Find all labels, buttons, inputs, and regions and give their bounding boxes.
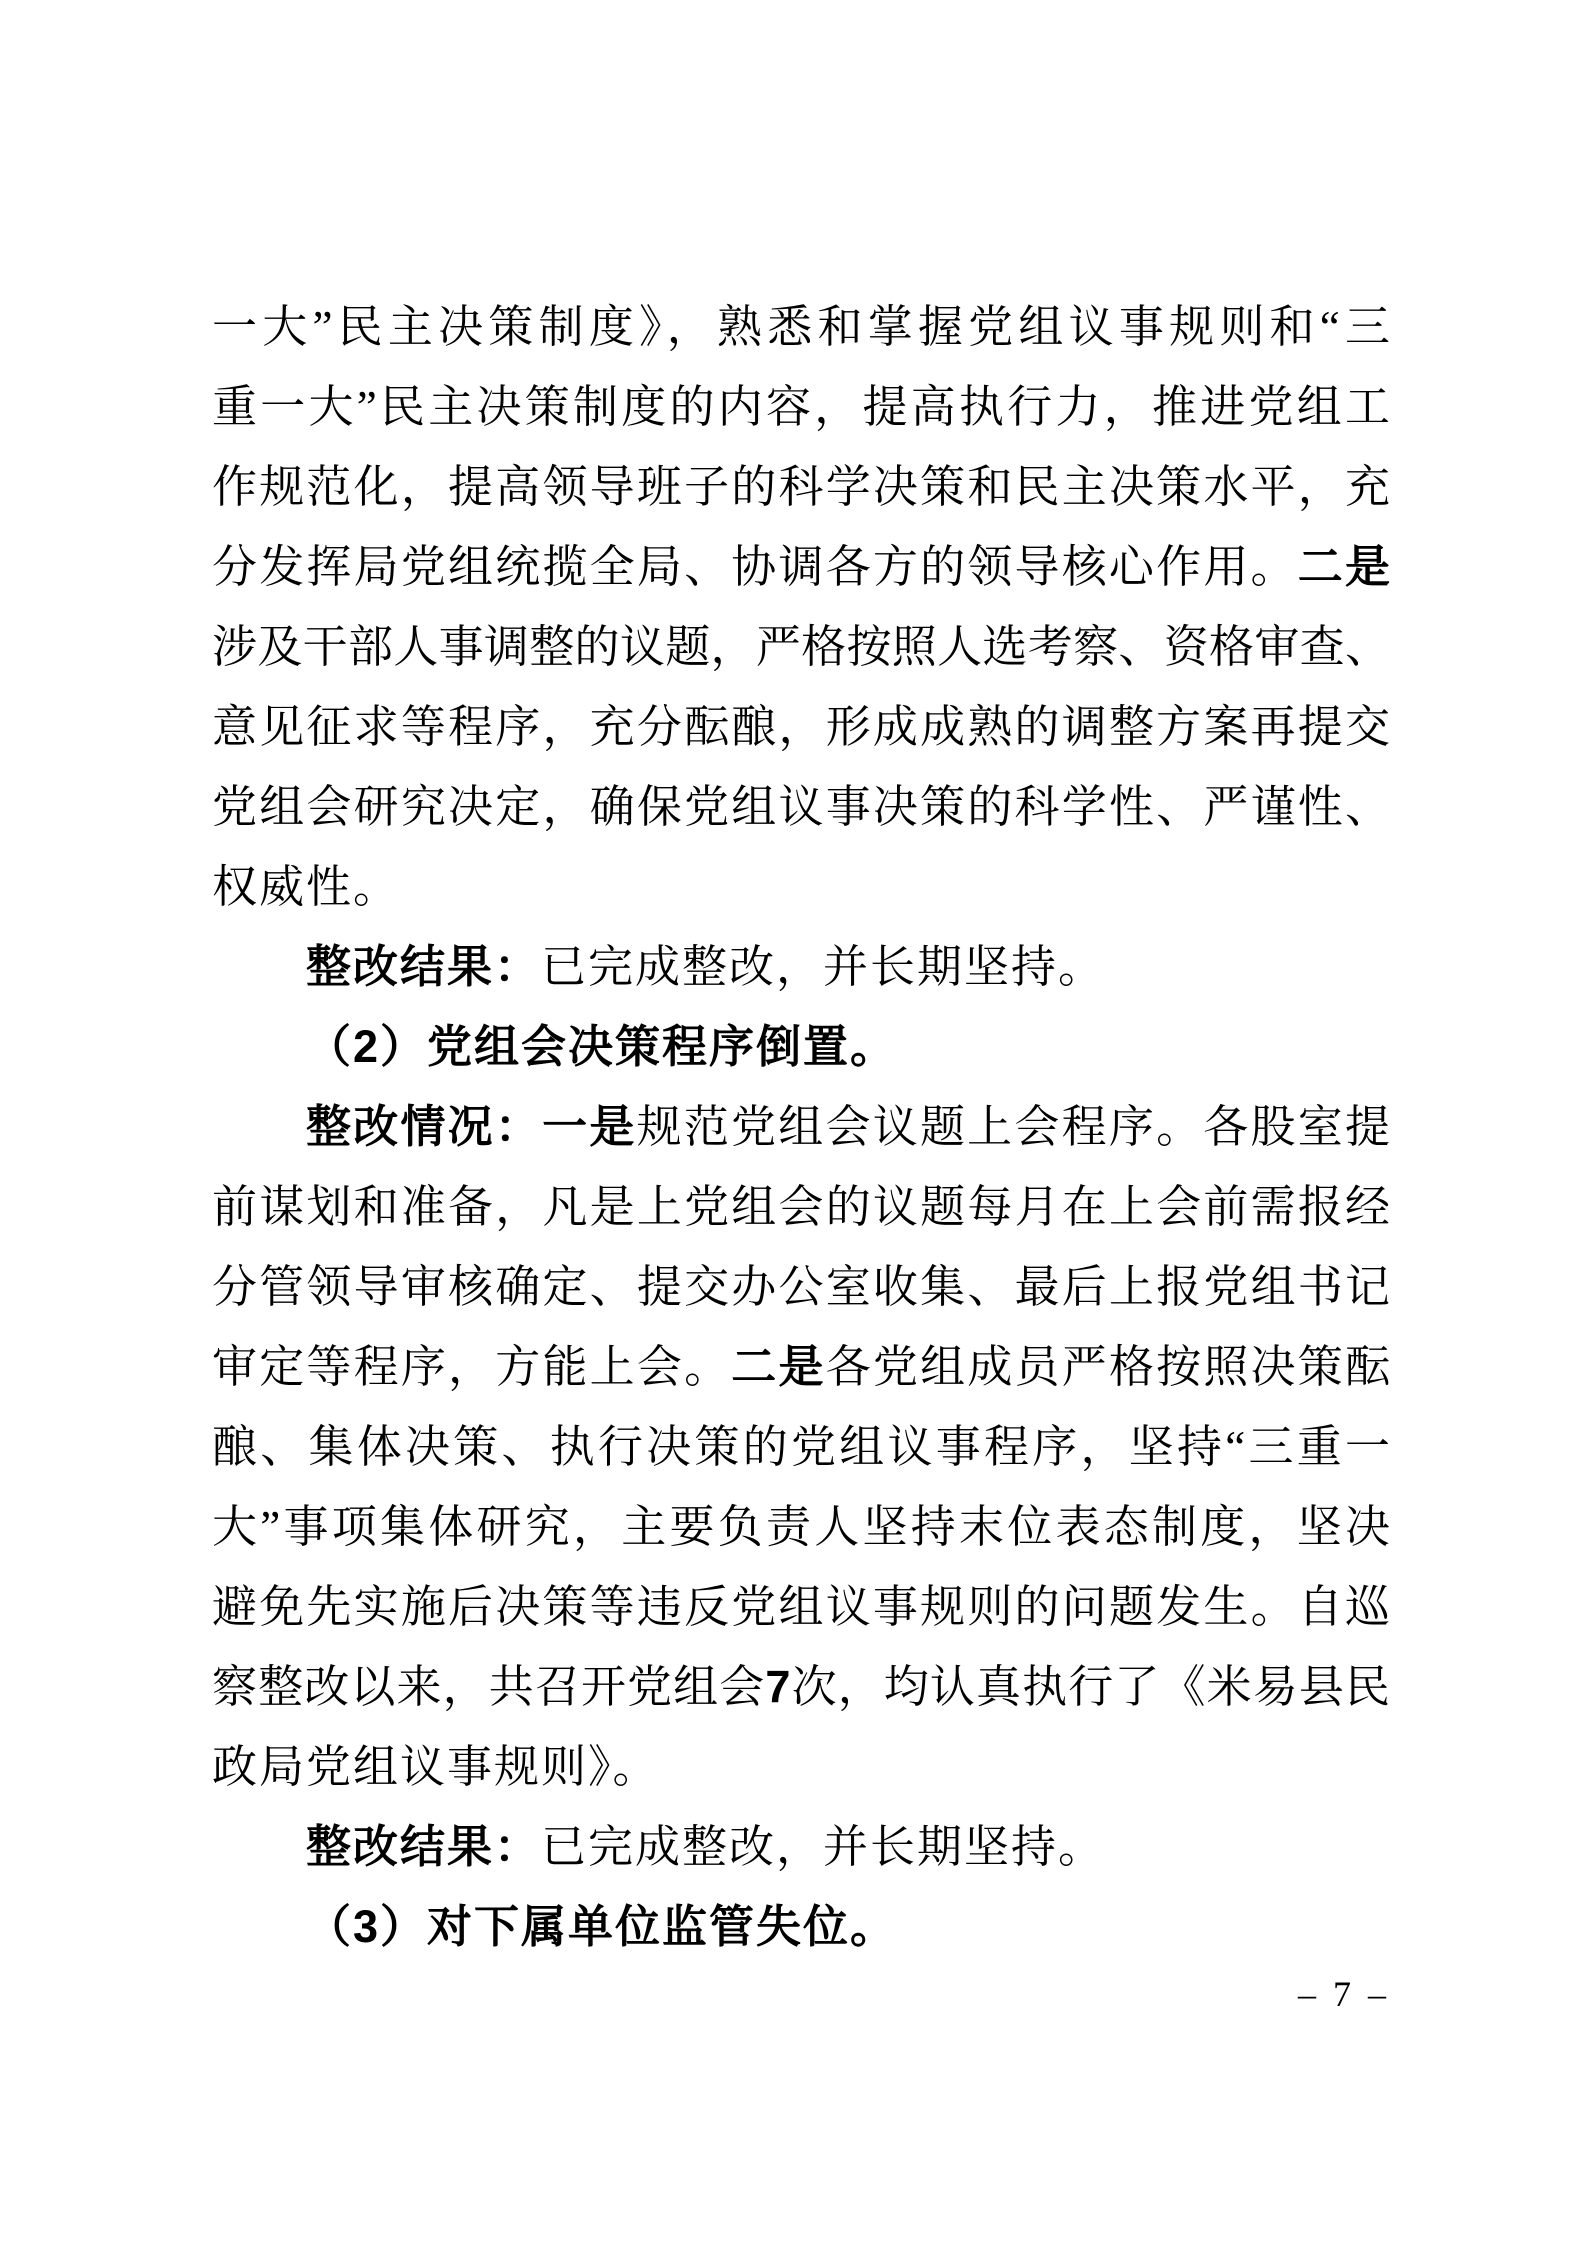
text-line [212,1487,1390,1567]
text-line [212,1887,1390,1967]
text-line [212,1247,1390,1327]
text-line [212,1567,1390,1647]
bold-text-run: 整改情况： [306,1101,543,1152]
text-line [212,767,1390,847]
bold-text-run: 整改结果： [306,1821,542,1872]
text-run: 权威性。 [212,862,401,912]
text-run: 察整改以来，共召开党组会 [212,1662,766,1712]
page-number: – 7 – [1298,1974,1390,2014]
text-line [212,927,1390,1007]
text-run: 重一大”民主决策制度的内容，提高执行力，推进党组工 [212,382,1390,432]
text-line [212,1327,1390,1407]
text-run: 各党组成员严格按照决策酝 [825,1342,1390,1392]
text-run: 作规范化，提高领导班子的科学决策和民主决策水平，充 [212,462,1390,512]
text-line [212,847,1390,927]
bold-text-run: 二是 [731,1341,826,1392]
text-run: 已完成整改，并长期坚持。 [541,1822,1106,1872]
text-run: 酿、集体决策、执行决策的党组议事程序，坚持“三重一 [212,1422,1390,1472]
text-run: 一大”民主决策制度》，熟悉和掌握党组议事规则和“三 [212,302,1390,352]
text-run: 分管领导审核确定、提交办公室收集、最后上报党组书记 [212,1262,1390,1312]
text-line [212,687,1390,767]
text-line [212,1087,1390,1167]
text-run: 党组会研究决定，确保党组议事决策的科学性、严谨性、 [212,782,1390,832]
text-run: 规范党组会议题上会程序。各股室提 [636,1102,1390,1152]
text-line [212,527,1390,607]
text-run: 审定等程序，方能上会。 [212,1342,732,1392]
bold-text-run: 整改结果： [306,941,542,992]
text-line [212,367,1390,447]
bold-text-run: （2）党组会决策程序倒置。 [306,1021,898,1072]
bold-text-run: 7 [765,1661,791,1712]
text-block [212,287,1390,1967]
text-run: 次，均认真执行了《米易县民 [790,1662,1390,1712]
text-run: 涉及干部人事调整的议题，严格按照人选考察、资格审查、 [212,622,1390,672]
text-run: 前谋划和准备，凡是上党组会的议题每月在上会前需报经 [212,1182,1390,1232]
text-run: 避免先实施后决策等违反党组议事规则的问题发生。自巡 [212,1582,1390,1632]
text-line [212,447,1390,527]
text-line [212,287,1390,367]
text-line [212,1407,1390,1487]
bold-text-run: 一是 [542,1101,637,1152]
text-line [212,607,1390,687]
text-run: 已完成整改，并长期坚持。 [541,942,1106,992]
text-line [212,1647,1390,1727]
text-line [212,1167,1390,1247]
text-run: 政局党组议事规则》。 [212,1742,660,1792]
text-line [212,1007,1390,1087]
text-line [212,1727,1390,1807]
text-run: 分发挥局党组统揽全局、协调各方的领导核心作用。 [212,542,1298,592]
text-line [212,1807,1390,1887]
bold-text-run: （3）对下属单位监管失位。 [306,1901,898,1952]
bold-text-run: 二是 [1297,541,1390,592]
text-run: 意见征求等程序，充分酝酿，形成成熟的调整方案再提交 [212,702,1390,752]
text-run: 大”事项集体研究，主要负责人坚持末位表态制度，坚决 [212,1502,1390,1552]
